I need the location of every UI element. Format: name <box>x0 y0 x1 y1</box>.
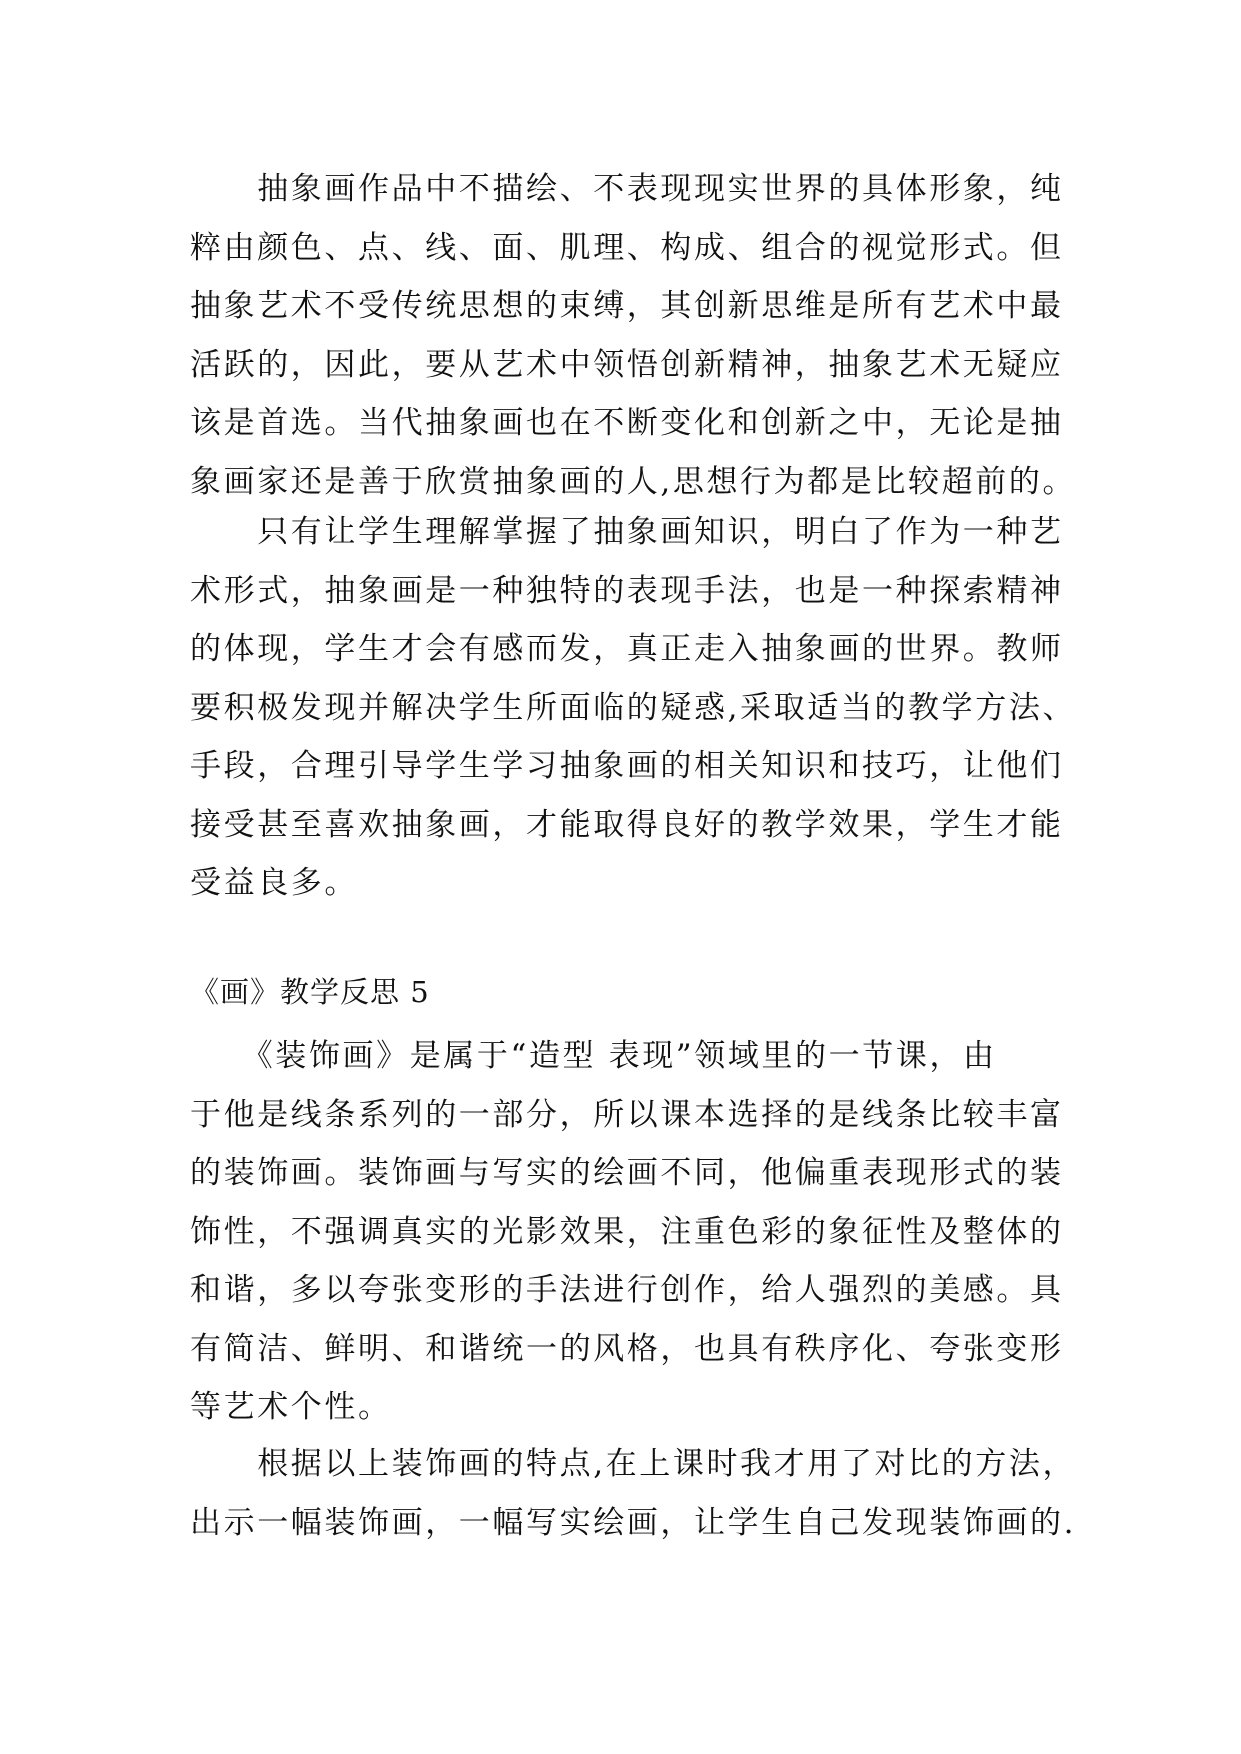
paragraph-line: 的体现，学生才会有感而发，真正走入抽象画的世界。教师 <box>190 631 1064 667</box>
paragraph-line: 象画家还是善于欣赏抽象画的人,思想行为都是比较超前的。 <box>190 463 1077 500</box>
paragraph-line: 于他是线条系列的一部分，所以课本选择的是线条比较丰富 <box>190 1096 1064 1133</box>
paragraph-line: 和谐，多以夸张变形的手法进行创作，给人强烈的美感。具 <box>190 1272 1064 1308</box>
paragraph-abstract-art <box>190 160 1077 511</box>
paragraph-line: 出示一幅装饰画，一幅写实绘画，让学生自己发现装饰画的. <box>190 1504 1077 1541</box>
paragraph-line: 抽象艺术不受传统思想的束缚，其创新思维是所有艺术中最 <box>190 288 1064 324</box>
paragraph-line: 饰性，不强调真实的光影效果，注重色彩的象征性及整体的 <box>190 1213 1064 1250</box>
paragraph-line: 粹由颜色、点、线、面、肌理、构成、组合的视觉形式。但 <box>190 229 1064 266</box>
paragraph-line: 接受甚至喜欢抽象画，才能取得良好的教学效果，学生才能 <box>190 806 1064 843</box>
paragraph-line: 等艺术个性。 <box>190 1389 392 1425</box>
paragraph-line: 术形式，抽象画是一种独特的表现手法，也是一种探索精神 <box>190 572 1064 609</box>
paragraph-line: 有简洁、鲜明、和谐统一的风格，也具有秩序化、夸张变形 <box>190 1330 1064 1367</box>
paragraph-line: 该是首选。当代抽象画也在不断变化和创新之中，无论是抽 <box>190 405 1064 441</box>
paragraph-line: 根据以上装饰画的特点,在上课时我才用了对比的方法， <box>190 1446 1077 1482</box>
paragraph-line: 的装饰画。装饰画与写实的绘画不同，他偏重表现形式的装 <box>190 1155 1064 1191</box>
paragraph-comparison-method <box>190 1435 1077 1552</box>
paragraph-line: 《装饰画》是属于“造型 表现”领域里的一节课，由 <box>190 1038 997 1074</box>
paragraph-line: 手段，合理引导学生学习抽象画的相关知识和技巧，让他们 <box>190 748 1064 784</box>
section-heading: 《画》教学反思 5 <box>190 975 430 1009</box>
paragraph-line: 要积极发现并解决学生所面临的疑惑,采取适当的教学方法、 <box>190 689 1077 726</box>
paragraph-line: 抽象画作品中不描绘、不表现现实世界的具体形象，纯 <box>190 171 1064 207</box>
paragraph-student-understanding <box>190 503 1077 913</box>
paragraph-line: 受益良多。 <box>190 865 358 901</box>
paragraph-line: 活跃的，因此，要从艺术中领悟创新精神，抽象艺术无疑应 <box>190 346 1064 383</box>
paragraph-line: 只有让学生理解掌握了抽象画知识，明白了作为一种艺 <box>190 514 1064 550</box>
paragraph-decorative-painting <box>190 1027 1064 1437</box>
